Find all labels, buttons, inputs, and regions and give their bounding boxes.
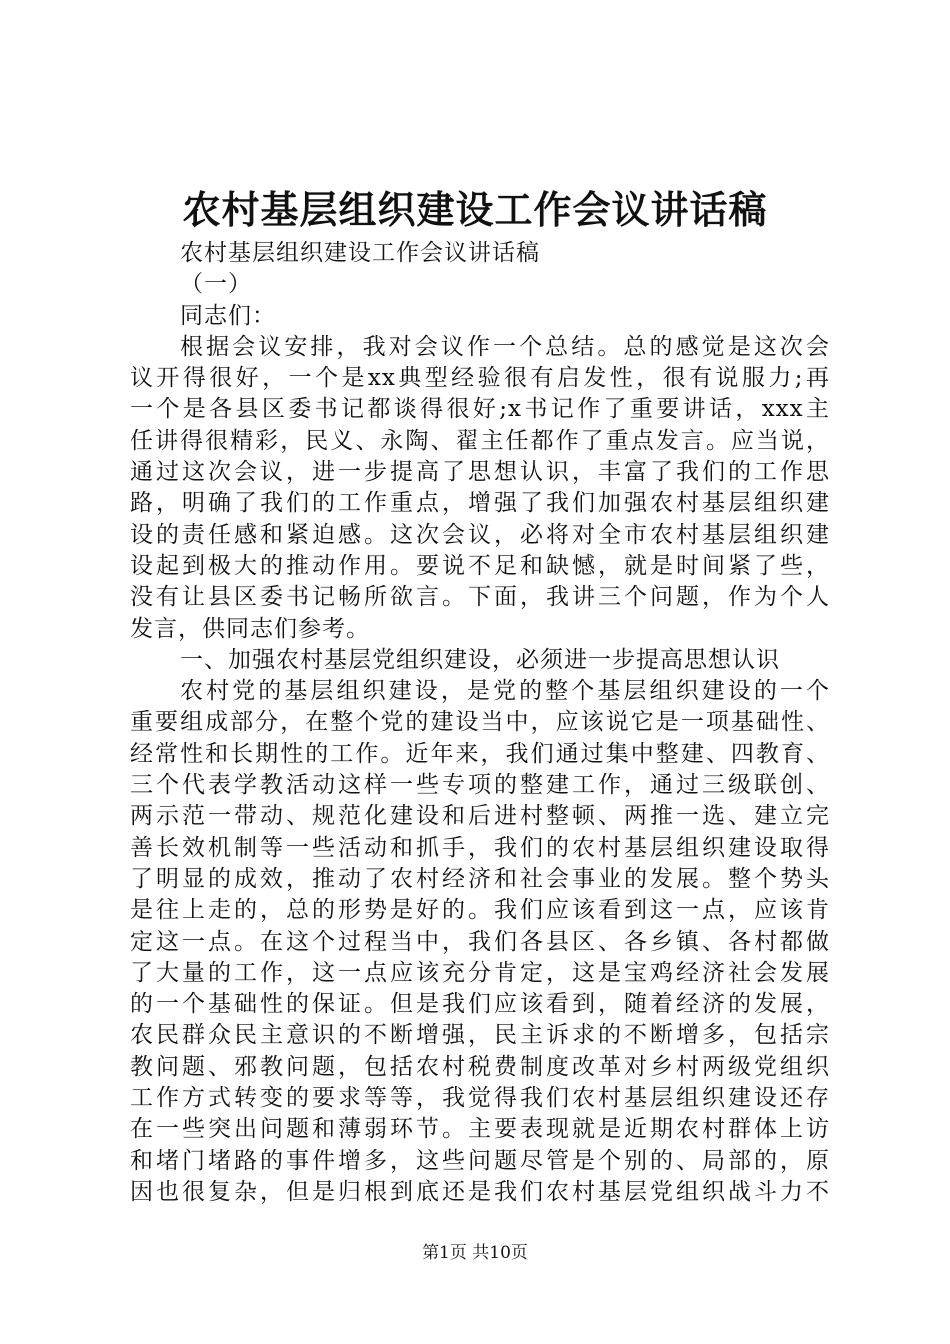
paragraph-line: 通过这次会议，进一步提高了思想认识，丰富了我们的工作思: [130, 459, 830, 486]
paragraph-line: 重要组成部分，在整个党的建设当中，应该说它是一项基础性、: [130, 709, 830, 736]
paragraph-line: 定这一点。在这个过程当中，我们各县区、各乡镇、各村都做: [130, 928, 830, 955]
paragraph-line: 一、加强农村基层党组织建设，必须进一步提高思想认识: [180, 646, 780, 673]
paragraph-line: 两示范一带动、规范化建设和后进村整顿、两推一选、建立完: [130, 803, 830, 830]
paragraph-line: 同志们：: [180, 302, 276, 329]
paragraph-line: 路，明确了我们的工作重点，增强了我们加强农村基层组织建: [130, 490, 830, 517]
paragraph-line: 的一个基础性的保证。但是我们应该看到，随着经济的发展，: [130, 991, 830, 1018]
paragraph-line: 善长效机制等一些活动和抓手，我们的农村基层组织建设取得: [130, 834, 830, 861]
paragraph-line: 三个代表学教活动这样一些专项的整建工作，通过三级联创、: [130, 772, 830, 799]
paragraph-line: 和堵门堵路的事件增多，这些问题尽管是个别的、局部的，原: [130, 1147, 830, 1174]
paragraph-line: 了大量的工作，这一点应该充分肯定，这是宝鸡经济社会发展: [130, 959, 830, 986]
paragraph-line: 是往上走的，总的形势是好的。我们应该看到这一点，应该肯: [130, 897, 830, 924]
paragraph-line: 农村基层组织建设工作会议讲话稿: [180, 240, 540, 266]
paragraph-line: 议开得很好，一个是xx典型经验很有启发性，很有说服力;再: [130, 365, 830, 392]
paragraph-line: 工作方式转变的要求等等，我觉得我们农村基层组织建设还存: [130, 1085, 830, 1112]
page-footer: 第1页 共10页: [422, 1243, 528, 1263]
paragraph-line: 没有让县区委书记畅所欲言。下面，我讲三个问题，作为个人: [130, 584, 830, 611]
paragraph-line: （一）: [180, 271, 252, 298]
paragraph-line: 农村党的基层组织建设，是党的整个基层组织建设的一个: [180, 678, 830, 705]
paragraph-line: 设的责任感和紧迫感。这次会议，必将对全市农村基层组织建: [130, 521, 830, 548]
paragraph-line: 了明显的成效，推动了农村经济和社会事业的发展。整个势头: [130, 865, 830, 892]
document-body: [130, 238, 830, 1208]
paragraph-line: 经常性和长期性的工作。近年来，我们通过集中整建、四教育、: [130, 740, 830, 767]
paragraph-line: 发言，供同志们参考。: [130, 615, 370, 642]
paragraph-line: 设起到极大的推动作用。要说不足和缺憾，就是时间紧了些，: [130, 552, 830, 579]
paragraph-line: 农民群众民主意识的不断增强，民主诉求的不断增多，包括宗: [130, 1022, 830, 1049]
paragraph-line: 教问题、邪教问题，包括农村税费制度改革对乡村两级党组织: [130, 1053, 830, 1080]
document-title: 农村基层组织建设工作会议讲话稿: [182, 187, 768, 232]
paragraph-line: 任讲得很精彩，民义、永陶、翟主任都作了重点发言。应当说，: [130, 427, 830, 454]
paragraph-line: 在一些突出问题和薄弱环节。主要表现就是近期农村群体上访: [130, 1116, 830, 1143]
paragraph-line: 因也很复杂，但是归根到底还是我们农村基层党组织战斗力不: [130, 1178, 830, 1205]
paragraph-line: 根据会议安排，我对会议作一个总结。总的感觉是这次会: [180, 333, 830, 360]
paragraph-line: 一个是各县区委书记都谈得很好;x书记作了重要讲话，xxx主: [130, 396, 830, 423]
